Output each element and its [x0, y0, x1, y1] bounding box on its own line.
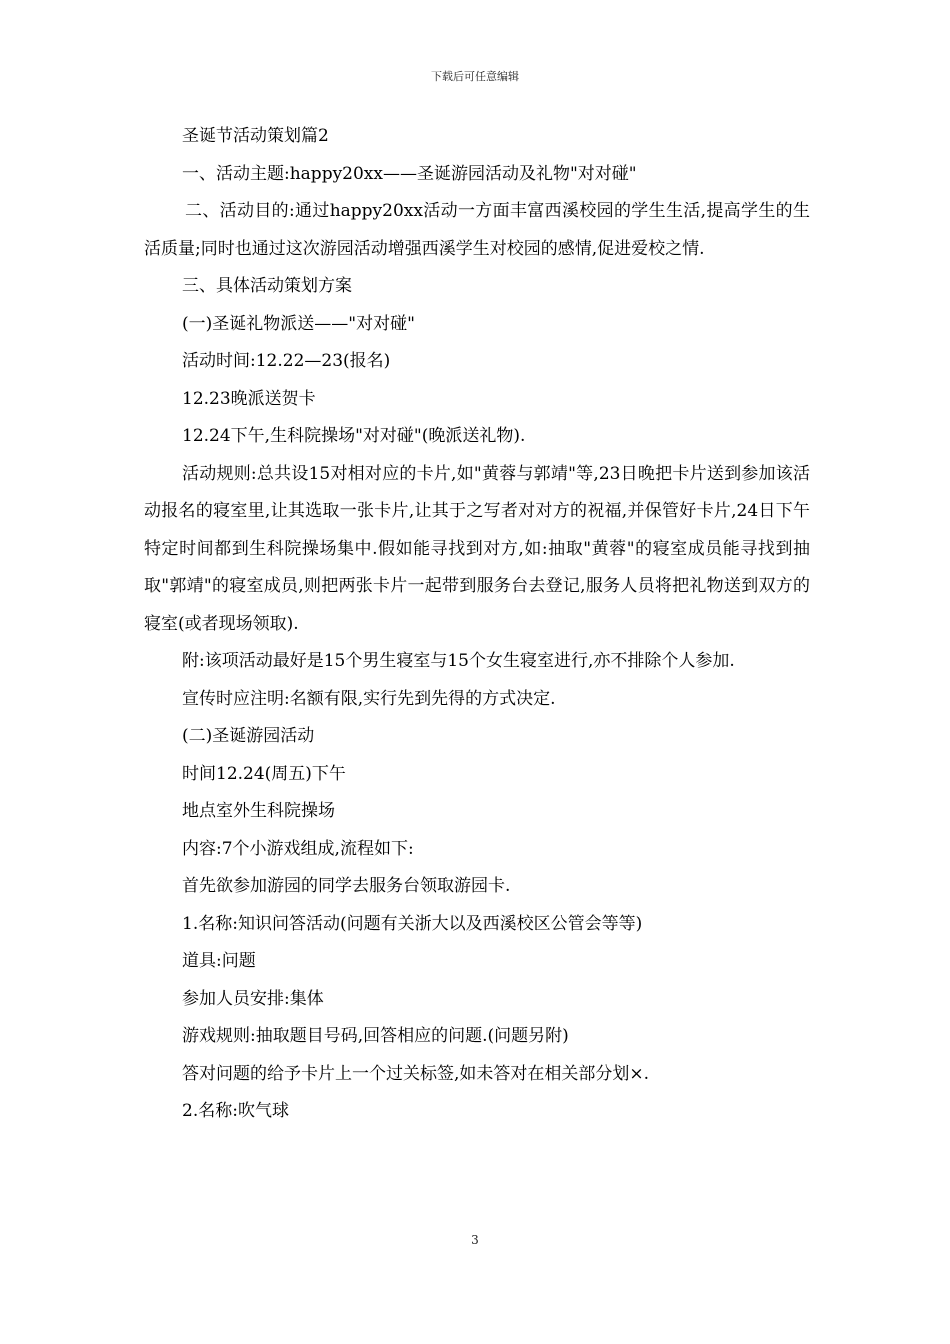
paragraph-activity-time: 活动时间:12.22—23(报名)	[182, 351, 391, 371]
paragraph-title: 圣诞节活动策划篇2	[182, 126, 329, 146]
document-body	[144, 118, 810, 1131]
paragraph-garden-party: (二)圣诞游园活动	[182, 726, 315, 746]
paragraph-game-1-rules: 游戏规则:抽取题目号码,回答相应的问题.(问题另附)	[182, 1026, 569, 1046]
paragraph-party-location: 地点室外生科院操场	[182, 801, 335, 821]
paragraph-card-delivery: 12.23晚派送贺卡	[182, 388, 316, 409]
paragraph-game-1-name: 1.名称:知识问答活动(问题有关浙大以及西溪校区公管会等等)	[182, 913, 643, 934]
paragraph-activity-rules: 活动规则:总共设15对相对应的卡片,如"黄蓉与郭靖"等,23日晚把卡片送到参加该活动报名的寝室里,让其选取一张卡片,让其于之写者对对方的祝福,并保管好卡片,24日下午特定时间都到生科院操场集中.假如能寻找到对方,如:抽取"黄蓉"的寝室成员能寻找到抽取"郭靖"的寝室成员,则把两张卡片一起带到服务台去登记,服务人员将把礼物送到双方的寝室(或者现场领取).	[144, 463, 810, 634]
paragraph-purpose: 二、活动目的:通过happy20xx活动一方面丰富西溪校园的学生生活,提高学生的生活质量;同时也通过这次游园活动增强西溪学生对校园的感情,促进爱校之情.	[144, 201, 810, 259]
paragraph-theme: 一、活动主题:happy20xx——圣诞游园活动及礼物"对对碰"	[182, 163, 637, 184]
paragraph-game-1-scoring: 答对问题的给予卡片上一个过关标签,如未答对在相关部分划×.	[182, 1063, 650, 1084]
paragraph-match-event: 12.24下午,生科院操场"对对碰"(晚派送礼物).	[182, 426, 526, 446]
paragraph-promotion-note: 宣传时应注明:名额有限,实行先到先得的方式决定.	[182, 688, 556, 709]
page-number: 3	[471, 1233, 479, 1247]
paragraph-game-1-props: 道具:问题	[182, 951, 256, 971]
paragraph-party-content: 内容:7个小游戏组成,流程如下:	[182, 838, 414, 859]
paragraph-party-time: 时间12.24(周五)下午	[182, 763, 346, 784]
paragraph-section-plan: 三、具体活动策划方案	[182, 276, 352, 296]
paragraph-game-1-participants: 参加人员安排:集体	[182, 988, 324, 1009]
paragraph-appendix: 附:该项活动最好是15个男生寝室与15个女生寝室进行,亦不排除个人参加.	[182, 651, 735, 671]
paragraph-first-step: 首先欲参加游园的同学去服务台领取游园卡.	[182, 876, 511, 896]
page-header-note: 下载后可任意编辑	[431, 70, 519, 83]
paragraph-game-2-name: 2.名称:吹气球	[182, 1101, 289, 1121]
paragraph-gift-exchange: (一)圣诞礼物派送——"对对碰"	[182, 313, 415, 334]
